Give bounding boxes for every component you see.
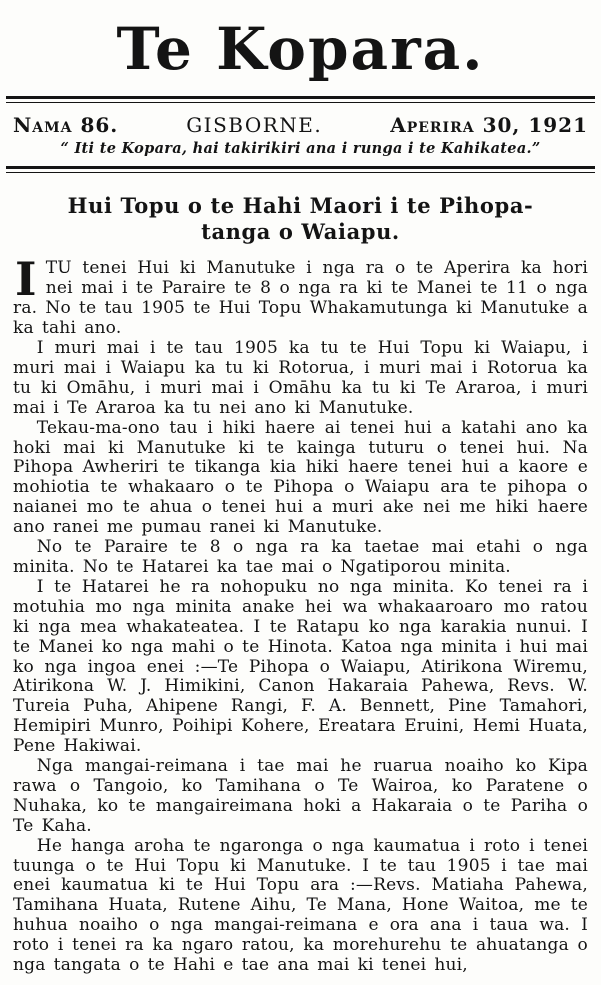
issue-date: Aperira 30, 1921	[390, 113, 588, 138]
masthead-title: Te Kopara.	[116, 15, 485, 83]
article-paragraph	[13, 252, 588, 339]
article-paragraph: Tekau-ma-ono tau i hiki haere ai tenei hui a katahi ano ka hoki mai ki Manutuke ki te kainga tuturu o tenei hui. Na Pihopa Awheriri te tikanga kia hiki haere tenei hui a kaore e mohiotia te whakaaro o te Pihopa o Waiapu ara te pihopa o naianei mo te ahua o tenei hui a muri ake nei me hiki haere ano ranei me pumau ranei ki Manutuke.	[13, 417, 588, 538]
article-paragraph: No te Paraire te 8 o nga ra ka taetae mai etahi o nga minita. No te Hatarei ka tae mai o Ngatiporou minita.	[13, 537, 588, 577]
article-paragraph: I te Hatarei he ra nohopuku no nga minita. Ko tenei ra i motuhia mo nga minita anake hei wa whakaaroaro mo ratou ki nga mea whakateatea. I te Ratapu ko nga karakia nunui. I te Manei ko nga mahi o te Hinota. Katoa nga minita i hui mai ko nga ingoa enei :—Te Pihopa o Waiapu, Atirikona Wiremu, Atirikona W. J. Himikini, Canon Hakaraia Pahewa, Revs. W. Tureia Puha, Ahipene Rangi, F. A. Bennett, Pine Tamahori, Hemipiri Munro, Poihipi Kohere, Ereatara Eruini, Hemi Huata, Pene Hakiwai.	[13, 576, 588, 757]
article-paragraph: He hanga aroha te ngaronga o nga kaumatua i roto i tenei tuunga o te Hui Topu ki Manutuke. I te tau 1905 i tae mai enei kaumatua ki te Hui Topu ara :—Revs. Matiaha Pahewa, Tamihana Huata, Rutene Aihu, Te Mana, Hone Waitoa, me te huhua noaiho o nga mangai-reimana e ora ana i taua wa. I roto i tenei ra ka ngaro ratou, ka morehurehu te ahuatanga o nga tangata o te Hahi e tae ana mai ki tenei hui,	[13, 835, 588, 976]
article-paragraph: I muri mai i te tau 1905 ka tu te Hui Topu ki Waiapu, i muri mai i Waiapu ka tu ki Rotorua, i muri mai i Rotorua ka tu ki Omāhu, i muri mai i Omāhu ka tu ki Te Araroa, i muri mai i Te Araroa ka tu nei ano ki Manutuke.	[13, 338, 588, 418]
article-title-line1: Hui Topu o te Hahi Maori i te Pihopa-	[67, 193, 534, 219]
article-paragraph: Nga mangai-reimana i tae mai he ruarua noaiho ko Kipa rawa o Tangoio, ko Tamihana o Te Wairoa, ko Paratene o Nuhaka, ko te mangaireimana hoki a Hakaraia o te Pariha o Te Kaha.	[13, 756, 588, 836]
motto-line: “ Iti te Kopara, hai takirikiri ana i runga i te Kahikatea.”	[60, 140, 541, 158]
issue-header	[0, 103, 601, 137]
place-name: GISBORNE.	[186, 113, 323, 138]
drop-cap: I	[15, 252, 37, 307]
article-title-line2: tanga o Waiapu.	[201, 219, 400, 245]
issue-number: Nama 86.	[13, 113, 119, 138]
article-title	[0, 193, 601, 245]
divider-rule-bottom	[6, 166, 595, 173]
divider-rule-top	[6, 96, 595, 103]
article-body	[0, 252, 601, 976]
paragraph-text: TU tenei Hui ki Manutuke i nga ra o te Aperira ka hori nei mai i te Paraire te 8 o nga ra ki te Manei te 11 o nga ra. No te tau 1905 te Hui Topu Whakamutunga ki Manutuke a ka tahi ano.	[13, 258, 588, 339]
